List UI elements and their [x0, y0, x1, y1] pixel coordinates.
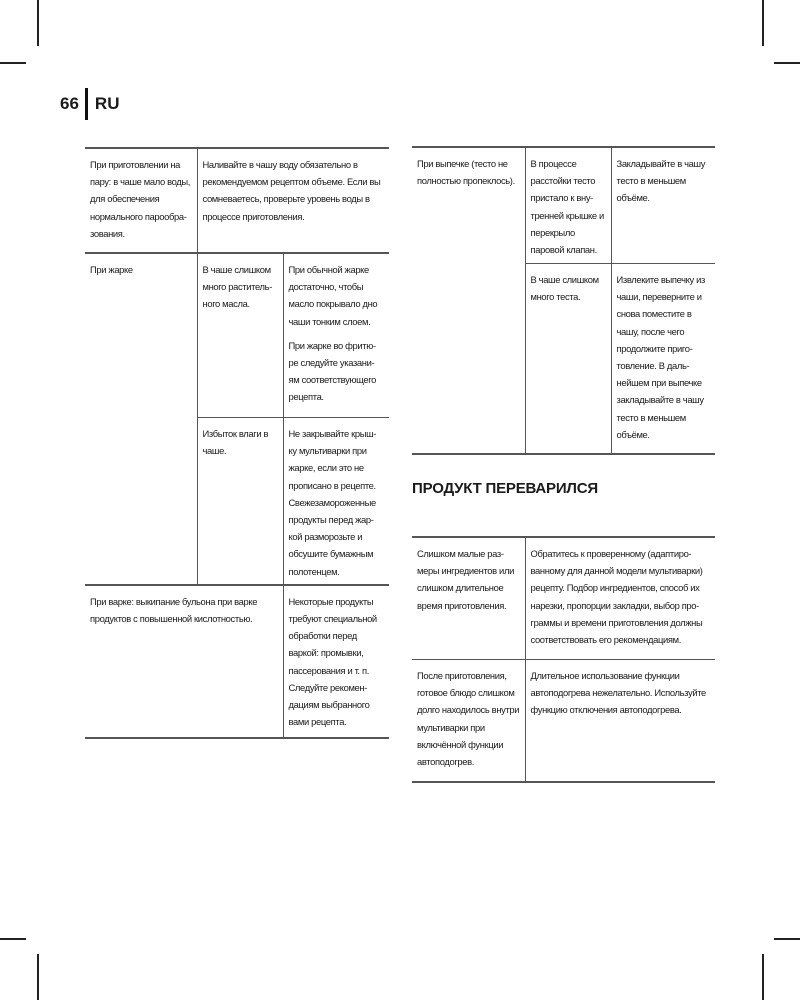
table-cell: Длительное использование функции автоподогрева нежелательно. Используйте функцию отключения автоподогрева.	[525, 660, 715, 783]
table-cell: Не закрывайте крыш-ку мультиварки при жарке, если это не прописано в рецепте. Свежезамороженные продукты перед жар-кой разморозьте и обсушите бумажным полотенцем.	[283, 418, 389, 585]
table-cell	[283, 253, 389, 418]
table-cell: В чаше слишком много теста.	[525, 264, 611, 455]
table-row	[85, 253, 389, 418]
table-cell: При выпечке (тесто не полностью пропеклось).	[412, 147, 525, 454]
table-cell: Извлеките выпечку из чаши, переверните и снова поместите в чашу, после чего продолжите приго-товление. В даль-нейшем при выпечке закладывайте в чашу тесто в меньшем объёме.	[611, 264, 715, 455]
table-cell: Обратитесь к проверенному (адаптиро-ванному для данной модели мультиварки) рецепту. Подбор ингредиентов, способ их нарезки, пропорции закладки, выбор про-граммы и времени приготовления должны соответствовать его рекомендациям.	[525, 537, 715, 660]
table-cell: При приготовлении на пару: в чаше мало воды, для обеспечения нормального парообра-зования.	[85, 148, 197, 253]
crop-mark-bottom-right-horizontal	[774, 938, 800, 940]
table-cell: Слишком малые раз-меры ингредиентов или слишком длительное время приготовления.	[412, 537, 525, 660]
crop-mark-bottom-left-vertical	[37, 954, 39, 1000]
crop-mark-top-right-vertical	[762, 0, 764, 46]
troubleshooting-table-left	[85, 147, 389, 739]
language-code: RU	[94, 94, 120, 113]
table-cell: При варке: выкипание бульона при варке продуктов с повышенной кислотностью.	[85, 585, 283, 738]
page-header	[60, 88, 119, 120]
crop-mark-bottom-left-horizontal	[0, 938, 26, 940]
page-number: 66	[60, 94, 79, 113]
table-cell: Некоторые продукты требуют специальной обработки перед варкой: промывки, пассерования и т. п. Следуйте рекомен-дациям выбранного вами рецепта.	[283, 585, 389, 738]
table-cell: Закладывайте в чашу тесто в меньшем объёме.	[611, 147, 715, 264]
troubleshooting-table-right-bottom	[412, 536, 715, 783]
table-cell: После приготовления, готовое блюдо слишком долго находилось внутри мультиварки при включённой функции автоподогрев.	[412, 660, 525, 783]
table-cell: Наливайте в чашу воду обязательно в рекомендуемом рецептом объеме. Если вы сомневаетесь, проверьте уровень воды в процессе приготовления.	[197, 148, 389, 253]
troubleshooting-table-right-top	[412, 146, 715, 455]
table-row	[412, 147, 715, 264]
crop-mark-top-right-horizontal	[774, 62, 800, 64]
table-row	[85, 585, 389, 738]
table-row	[412, 660, 715, 783]
table-cell: Избыток влаги в чаше.	[197, 418, 283, 585]
crop-mark-bottom-right-vertical	[762, 954, 764, 1000]
cell-paragraph: При обычной жарке достаточно, чтобы масло покрывало дно чаши тонким слоем.	[288, 264, 378, 327]
table-row	[412, 537, 715, 660]
table-cell: В процессе расстойки тесто пристало к вну-тренней крышке и перекрыло паровой клапан.	[525, 147, 611, 264]
cell-paragraph: При жарке во фритю-ре следуйте указани-ям соответствующего рецепта.	[288, 339, 376, 403]
table-cell: При жарке	[85, 253, 197, 585]
table-cell: В чаше слишком много раститель-ного масла.	[197, 253, 283, 418]
table-row	[85, 148, 389, 253]
section-title: ПРОДУКТ ПЕРЕВАРИЛСЯ	[412, 480, 598, 497]
crop-mark-top-left-horizontal	[0, 62, 26, 64]
crop-mark-top-left-vertical	[37, 0, 39, 46]
